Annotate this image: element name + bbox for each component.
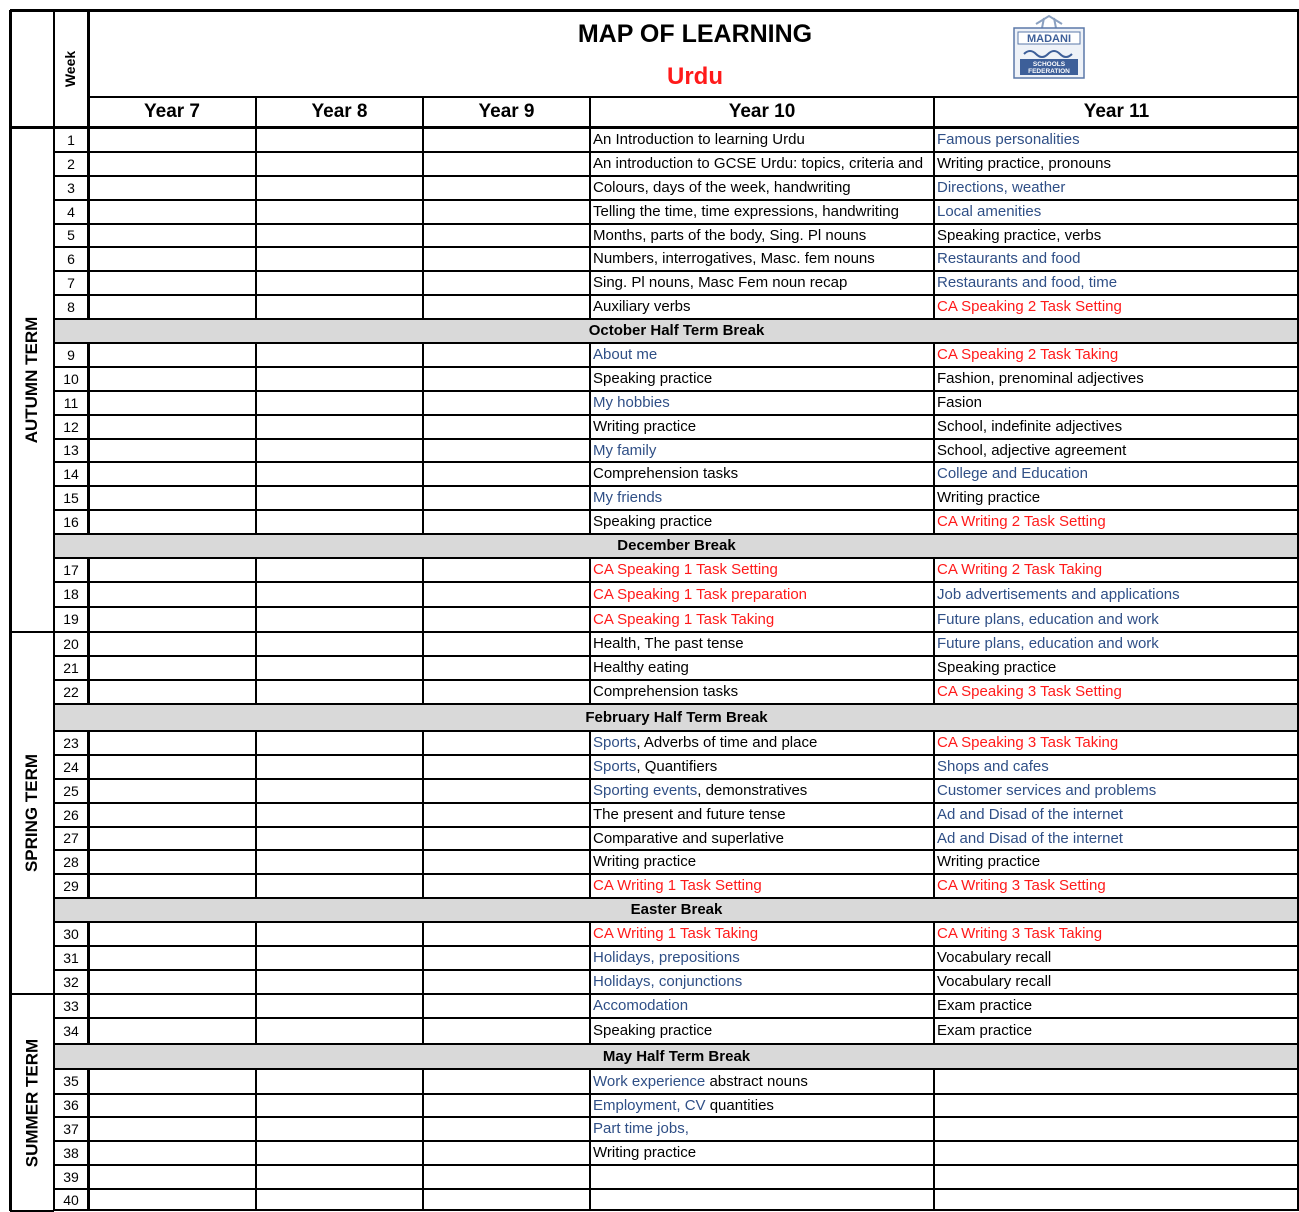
grid-line-horizontal <box>54 151 1299 152</box>
grid-line-horizontal <box>54 802 1299 803</box>
week-number: 23 <box>63 735 79 751</box>
grid-line-vertical <box>87 1069 90 1211</box>
year11-topic: Directions, weather <box>934 176 1299 200</box>
year11-topic: College and Education <box>934 462 1299 486</box>
grid-line-horizontal <box>54 1093 1299 1094</box>
grid-line-vertical <box>422 97 425 128</box>
grid-line-horizontal <box>54 1017 1299 1018</box>
grid-line-horizontal <box>54 969 1299 970</box>
week-number: 28 <box>63 854 79 870</box>
term-label: SUMMER TERM <box>22 1038 41 1167</box>
svg-text:MADANI: MADANI <box>1027 33 1071 45</box>
year10-topic-highlight: Sports <box>593 734 637 751</box>
grid-line-vertical <box>87 731 90 898</box>
year11-topic: CA Speaking 2 Task Taking <box>934 343 1299 367</box>
grid-line-vertical <box>422 558 425 704</box>
week-number: 25 <box>63 783 79 799</box>
grid-line-horizontal <box>54 754 1299 755</box>
week-number: 37 <box>63 1121 79 1137</box>
grid-line-horizontal <box>54 1043 1299 1044</box>
year11-topic: Speaking practice <box>934 656 1299 680</box>
year11-topic: School, indefinite adjectives <box>934 415 1299 439</box>
madani-logo <box>1012 14 1086 80</box>
term-break-row: October Half Term Break <box>54 319 1299 343</box>
week-number: 15 <box>63 490 79 506</box>
grid-line-horizontal <box>54 897 1299 898</box>
page-title: MAP OF LEARNING <box>577 20 813 48</box>
year10-topic: Writing practice <box>593 853 697 870</box>
year10-topic-detail: , Adverbs of time and place <box>636 734 818 751</box>
year10-topic-highlight: Employment, CV <box>593 1097 706 1114</box>
week-number: 2 <box>67 156 75 172</box>
year11-topic: Exam practice <box>934 994 1299 1018</box>
grid-line-vertical <box>589 922 592 1044</box>
week-number: 13 <box>63 442 79 458</box>
year10-topic: Writing practice <box>593 1144 697 1161</box>
column-header-year: Year 8 <box>311 101 368 122</box>
year10-topic-highlight: Sporting events <box>593 782 698 799</box>
year10-topic: CA Writing 1 Task Taking <box>593 925 759 942</box>
grid-line-horizontal <box>54 246 1299 247</box>
week-number: 20 <box>63 636 79 652</box>
year11-topic: CA Writing 2 Task Taking <box>934 558 1299 582</box>
year10-topic <box>590 755 934 779</box>
year11-topic: Writing practice <box>934 486 1299 510</box>
grid-line-horizontal <box>54 175 1299 176</box>
grid-line-vertical <box>255 128 258 319</box>
grid-line-horizontal <box>54 655 1299 656</box>
grid-line-horizontal <box>54 778 1299 779</box>
year11-topic: Exam practice <box>934 1018 1299 1044</box>
week-number: 1 <box>67 132 75 148</box>
week-number: 29 <box>63 878 79 894</box>
year10-topic: Telling the time, time expressions, handwriting <box>593 203 899 220</box>
week-number: 11 <box>63 395 79 411</box>
grid-line-horizontal <box>54 366 1299 367</box>
year10-topic <box>590 1189 938 1211</box>
year11-topic: Future plans, education and work <box>934 632 1299 656</box>
year11-topic: CA Speaking 3 Task Taking <box>934 731 1299 755</box>
grid-line-horizontal <box>54 533 1299 534</box>
year10-topic-detail: , Quantifiers <box>636 758 718 775</box>
week-number: 40 <box>63 1192 79 1208</box>
year10-topic <box>590 1165 938 1189</box>
week-number: 5 <box>67 227 75 243</box>
year10-topic: CA Speaking 1 Task Setting <box>593 561 778 578</box>
week-number: 35 <box>63 1073 79 1089</box>
year11-topic: Job advertisements and applications <box>934 582 1299 607</box>
grid-line-horizontal <box>54 679 1299 680</box>
week-number: 16 <box>63 514 79 530</box>
term-label: SPRING TERM <box>22 753 41 873</box>
grid-line-vertical <box>589 1069 592 1211</box>
year10-topic <box>590 1069 934 1094</box>
year10-topic: Comprehension tasks <box>593 683 739 700</box>
week-column-label: Week <box>62 50 78 88</box>
grid-line-horizontal <box>54 703 1299 704</box>
grid-line-vertical <box>933 922 936 1044</box>
year10-topic: Part time jobs, <box>593 1120 689 1137</box>
year11-topic: Shops and cafes <box>934 755 1299 779</box>
grid-line-horizontal <box>54 873 1299 874</box>
grid-line-horizontal <box>54 509 1299 510</box>
week-number: 38 <box>63 1145 79 1161</box>
year11-topic <box>934 1117 1299 1141</box>
year10-topic <box>590 779 934 803</box>
week-number: 31 <box>63 950 79 966</box>
grid-line-vertical <box>933 128 936 319</box>
grid-line-horizontal <box>54 414 1299 415</box>
year11-topic: CA Writing 3 Task Taking <box>934 922 1299 946</box>
term-break-row: May Half Term Break <box>54 1044 1299 1069</box>
year10-topic: An Introduction to learning Urdu <box>593 131 805 148</box>
year11-topic: Writing practice, pronouns <box>934 152 1299 176</box>
week-number: 4 <box>67 204 75 220</box>
week-number: 33 <box>63 998 79 1014</box>
year11-topic: Fasion <box>934 391 1299 415</box>
year10-topic: Writing practice <box>593 418 697 435</box>
year11-topic <box>934 1165 1299 1189</box>
grid-line-horizontal <box>54 461 1299 462</box>
year10-topic-detail: abstract nouns <box>705 1073 808 1090</box>
grid-line-horizontal <box>54 294 1299 295</box>
year10-topic: Numbers, interrogatives, Masc. fem nouns <box>593 250 875 267</box>
grid-line-vertical <box>87 922 90 1044</box>
year10-topic: Auxiliary verbs <box>593 298 691 315</box>
grid-line-vertical <box>422 1069 425 1211</box>
grid-line-horizontal <box>54 1164 1299 1165</box>
term-break-row: February Half Term Break <box>54 704 1299 731</box>
year11-topic: Ad and Disad of the internet <box>934 827 1299 850</box>
grid-line-vertical <box>9 10 12 1211</box>
grid-line-horizontal <box>54 631 1299 632</box>
year10-topic: My friends <box>593 489 663 506</box>
year10-topic: Holidays, prepositions <box>593 949 740 966</box>
grid-line-horizontal <box>54 318 1299 319</box>
grid-line-horizontal <box>54 730 1299 731</box>
year11-topic: CA Writing 3 Task Setting <box>934 874 1299 898</box>
year10-topic: Speaking practice <box>593 513 713 530</box>
grid-line-vertical <box>933 1069 936 1211</box>
grid-line-vertical <box>87 343 90 534</box>
year10-topic: Comparative and superlative <box>593 830 784 847</box>
grid-line-vertical <box>589 97 592 128</box>
year10-topic: Colours, days of the week, handwriting <box>593 179 851 196</box>
year10-topic: Holidays, conjunctions <box>593 973 743 990</box>
grid-line-horizontal <box>54 993 1299 994</box>
year11-topic: Local amenities <box>934 200 1299 224</box>
grid-line-vertical <box>422 731 425 898</box>
year11-topic <box>934 1141 1299 1165</box>
year11-topic: Fashion, prenominal adjectives <box>934 367 1299 391</box>
grid-line-horizontal <box>54 390 1299 391</box>
term-break-row: December Break <box>54 534 1299 558</box>
week-number: 14 <box>63 466 79 482</box>
grid-line-horizontal <box>54 921 1299 922</box>
grid-line-horizontal <box>10 126 1299 129</box>
year10-topic: Sing. Pl nouns, Masc Fem noun recap <box>593 274 848 291</box>
week-number: 7 <box>67 275 75 291</box>
grid-line-horizontal <box>54 438 1299 439</box>
year10-topic: CA Speaking 1 Task preparation <box>593 586 808 603</box>
grid-line-horizontal <box>54 1068 1299 1069</box>
grid-line-horizontal <box>54 1116 1299 1117</box>
grid-line-horizontal <box>54 342 1299 343</box>
grid-line-vertical <box>422 128 425 319</box>
grid-line-vertical <box>255 922 258 1044</box>
week-number: 21 <box>63 660 79 676</box>
year10-topic <box>590 1094 934 1117</box>
year11-topic: Vocabulary recall <box>934 970 1299 994</box>
grid-line-vertical <box>255 731 258 898</box>
grid-line-horizontal <box>54 581 1299 582</box>
week-number: 3 <box>67 180 75 196</box>
subject-subtitle: Urdu <box>667 63 723 90</box>
year11-topic: CA Speaking 2 Task Setting <box>934 295 1299 319</box>
year11-topic <box>934 1094 1299 1117</box>
grid-line-vertical <box>933 731 936 898</box>
grid-line-horizontal <box>54 199 1299 200</box>
grid-line-vertical <box>933 558 936 704</box>
grid-line-horizontal <box>54 485 1299 486</box>
grid-line-horizontal <box>54 223 1299 224</box>
grid-line-horizontal <box>88 96 1299 98</box>
year11-topic: Speaking practice, verbs <box>934 224 1299 247</box>
week-number: 10 <box>63 371 79 387</box>
year11-topic: Writing practice <box>934 850 1299 874</box>
grid-line-horizontal <box>54 606 1299 607</box>
grid-line-vertical <box>933 97 936 128</box>
week-number: 17 <box>63 562 79 578</box>
grid-line-horizontal <box>54 1188 1299 1189</box>
grid-line-vertical <box>255 558 258 704</box>
year10-topic: Speaking practice <box>593 1022 713 1039</box>
grid-line-vertical <box>422 922 425 1044</box>
year10-topic: Accomodation <box>593 997 689 1014</box>
year10-topic: Speaking practice <box>593 370 713 387</box>
year10-topic: Healthy eating <box>593 659 689 676</box>
year10-topic: My hobbies <box>593 394 670 411</box>
grid-line-vertical <box>255 1069 258 1211</box>
year11-topic <box>934 1189 1299 1211</box>
week-number: 24 <box>63 759 79 775</box>
grid-line-vertical <box>87 128 90 319</box>
column-header-year: Year 10 <box>728 101 796 122</box>
week-number: 19 <box>63 611 79 627</box>
week-number: 18 <box>63 586 79 602</box>
grid-line-vertical <box>255 97 258 128</box>
grid-line-vertical <box>87 558 90 704</box>
year10-topic: CA Speaking 1 Task Taking <box>593 611 775 628</box>
grid-line-vertical <box>255 343 258 534</box>
grid-line-vertical <box>589 558 592 704</box>
grid-line-vertical <box>589 731 592 898</box>
week-number: 6 <box>67 251 75 267</box>
week-number: 8 <box>67 299 75 315</box>
week-number: 22 <box>63 684 79 700</box>
year11-topic: Vocabulary recall <box>934 946 1299 970</box>
year10-topic: Comprehension tasks <box>593 465 739 482</box>
year10-topic: Months, parts of the body, Sing. Pl nouns <box>593 227 867 244</box>
svg-text:SCHOOLS: SCHOOLS <box>1032 61 1066 68</box>
year10-topic: An introduction to GCSE Urdu: topics, criteria and <box>593 155 924 172</box>
week-number: 27 <box>63 830 79 846</box>
term-break-row: Easter Break <box>54 898 1299 922</box>
grid-line-horizontal <box>54 826 1299 827</box>
grid-line-horizontal <box>10 9 1299 12</box>
week-number: 30 <box>63 926 79 942</box>
year11-topic: Customer services and problems <box>934 779 1299 803</box>
year11-topic: CA Writing 2 Task Setting <box>934 510 1299 534</box>
year11-topic: School, adjective agreement <box>934 439 1299 462</box>
week-number: 36 <box>63 1097 79 1113</box>
grid-line-vertical <box>933 343 936 534</box>
year10-topic-detail: , demonstratives <box>697 782 808 799</box>
year11-topic: CA Speaking 3 Task Setting <box>934 680 1299 704</box>
grid-line-horizontal <box>54 945 1299 946</box>
grid-line-vertical <box>589 128 592 319</box>
year10-topic-highlight: Sports <box>593 758 637 775</box>
year10-topic <box>590 731 934 755</box>
grid-line-horizontal <box>54 1140 1299 1141</box>
year10-topic: About me <box>593 346 658 363</box>
column-header-year: Year 7 <box>144 101 200 122</box>
grid-line-vertical <box>53 10 55 1211</box>
week-number: 39 <box>63 1169 79 1185</box>
week-number: 34 <box>63 1023 79 1039</box>
grid-line-vertical <box>87 10 90 128</box>
svg-text:FEDERATION: FEDERATION <box>1028 68 1070 75</box>
term-label: AUTUMN TERM <box>22 316 41 444</box>
year10-topic-highlight: Work experience <box>593 1073 706 1090</box>
year10-topic-detail: quantities <box>705 1097 774 1114</box>
year11-topic: Restaurants and food, time <box>934 271 1299 295</box>
grid-line-horizontal <box>54 849 1299 850</box>
year11-topic: Future plans, education and work <box>934 607 1299 632</box>
week-number: 9 <box>67 347 75 363</box>
grid-line-vertical <box>589 343 592 534</box>
week-number: 32 <box>63 974 79 990</box>
year11-topic: Restaurants and food <box>934 247 1299 271</box>
week-number: 26 <box>63 807 79 823</box>
week-number: 12 <box>63 419 79 435</box>
year10-topic: The present and future tense <box>593 806 786 823</box>
year11-topic: Famous personalities <box>934 128 1299 152</box>
grid-line-horizontal <box>54 270 1299 271</box>
grid-line-vertical <box>422 343 425 534</box>
year10-topic: My family <box>593 442 657 459</box>
year11-topic <box>934 1069 1299 1094</box>
column-header-year: Year 11 <box>1083 101 1150 122</box>
year10-topic: CA Writing 1 Task Setting <box>593 877 762 894</box>
grid-line-horizontal <box>54 557 1299 558</box>
column-header-year: Year 9 <box>478 101 535 122</box>
year10-topic: Health, The past tense <box>593 635 744 652</box>
year11-topic: Ad and Disad of the internet <box>934 803 1299 827</box>
